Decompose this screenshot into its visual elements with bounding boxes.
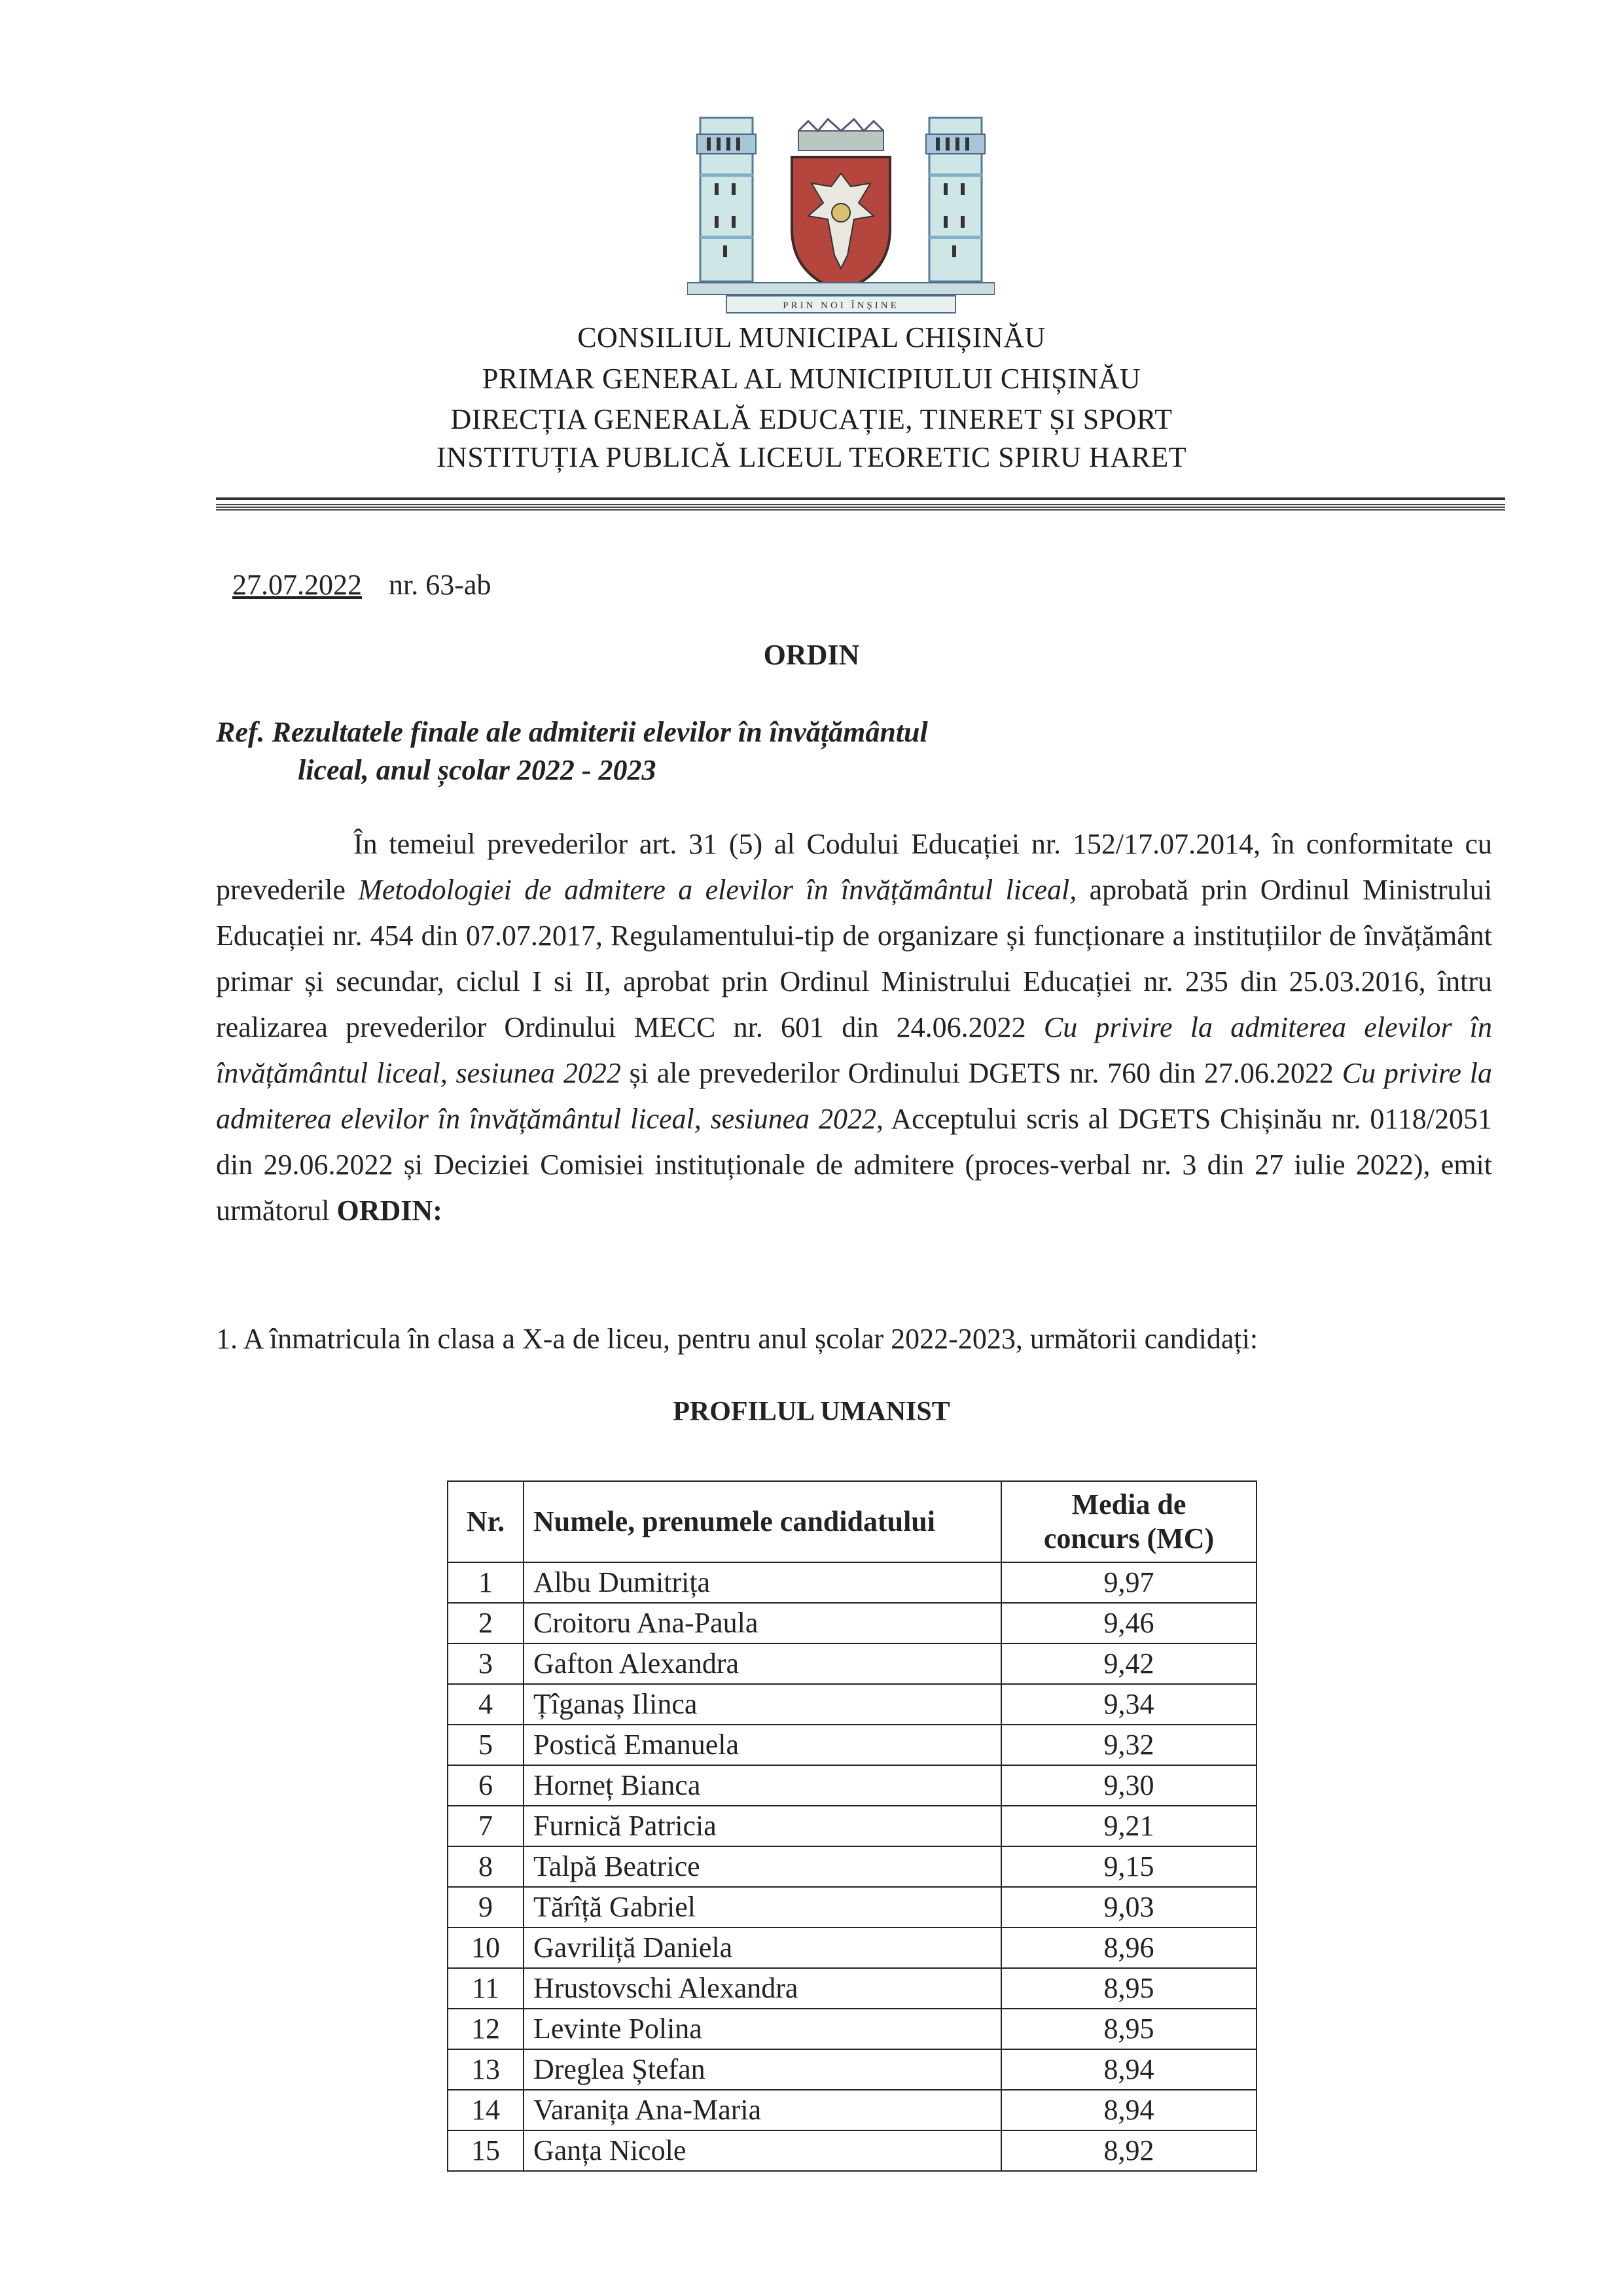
header-media-line-1: Media de <box>1071 1488 1186 1520</box>
cell-media: 8,95 <box>1001 2009 1257 2049</box>
cell-media: 9,34 <box>1001 1684 1257 1725</box>
table-row <box>448 1846 1257 1887</box>
profile-title: PROFILUL UMANIST <box>673 1397 950 1427</box>
cell-name: Levinte Polina <box>524 2009 1001 2049</box>
cell-media: 8,94 <box>1001 2049 1257 2090</box>
cell-name: Ganța Nicole <box>524 2130 1001 2171</box>
document-date: 27.07.2022 <box>232 569 362 601</box>
table-row <box>448 1562 1257 1603</box>
cell-media: 8,95 <box>1001 1968 1257 2009</box>
header-name: Numele, prenumele candidatului <box>524 1481 1001 1562</box>
cell-media: 9,21 <box>1001 1806 1257 1846</box>
table-row <box>448 1887 1257 1928</box>
header-line-1: CONSILIUL MUNICIPAL CHIȘINĂU <box>577 321 1046 353</box>
cell-name: Croitoru Ana-Paula <box>524 1603 1001 1643</box>
document-date-number <box>232 568 491 601</box>
header-line-2: PRIMAR GENERAL AL MUNICIPIULUI CHIȘINĂU <box>482 363 1141 395</box>
emblem-motto: PRIN NOI ÎNȘINE <box>783 300 899 311</box>
cell-nr: 6 <box>448 1765 524 1806</box>
table-row <box>448 1725 1257 1765</box>
table-row <box>448 1643 1257 1684</box>
cell-media: 8,94 <box>1001 2090 1257 2130</box>
cell-nr: 15 <box>448 2130 524 2171</box>
ref-label: Ref. <box>216 716 265 748</box>
cell-nr: 14 <box>448 2090 524 2130</box>
cell-nr: 2 <box>448 1603 524 1643</box>
header-line-4: INSTITUȚIA PUBLICĂ LICEUL TEORETIC SPIRU HARET <box>436 441 1187 473</box>
cell-name: Albu Dumitrița <box>524 1562 1001 1603</box>
cell-media: 9,32 <box>1001 1725 1257 1765</box>
header-line-3: DIRECȚIA GENERALĂ EDUCAȚIE, TINERET ȘI SPORT <box>450 403 1173 435</box>
cell-name: Dreglea Ștefan <box>524 2049 1001 2090</box>
body-text-2: aprobată prin Ordinul Ministrului Educației nr. 454 din 07.07.2017, Regulamentului-tip de organizare și funcționare a instituțiilor de învățământ primar și secundar, ciclul I si II, aprobat prin Ordinul Ministrului Educației nr. 235 din 25.03.2016, întru realizarea prevederilor Ordinului MECC nr. 601 din 24.06.2022 <box>216 874 1492 1043</box>
table-row <box>448 1806 1257 1846</box>
ref-line-2: liceal, anul școlar 2022 - 2023 <box>298 754 656 786</box>
cell-name: Țîganaș Ilinca <box>524 1684 1001 1725</box>
cell-media: 9,46 <box>1001 1603 1257 1643</box>
cell-nr: 8 <box>448 1846 524 1887</box>
table-row <box>448 1765 1257 1806</box>
document-number: nr. 63-ab <box>389 569 491 601</box>
body-paragraph <box>216 821 1492 1234</box>
cell-nr: 9 <box>448 1887 524 1928</box>
cell-name: Gafton Alexandra <box>524 1643 1001 1684</box>
cell-media: 9,97 <box>1001 1562 1257 1603</box>
header-rule-double <box>216 504 1505 511</box>
cell-name: Horneț Bianca <box>524 1765 1001 1806</box>
cell-nr: 1 <box>448 1562 524 1603</box>
table-row <box>448 1968 1257 2009</box>
header-media-line-2: concurs (MC) <box>1043 1522 1215 1554</box>
ref-line-1: Rezultatele finale ale admiterii elevilor în învățământul <box>264 716 928 748</box>
table-row <box>448 2009 1257 2049</box>
table-row <box>448 1928 1257 1968</box>
body-italic-2: Cu privire la admiterea elevilor în învățământul liceal, sesiunea 2022 <box>216 1011 1493 1089</box>
city-emblem-logo <box>687 111 995 321</box>
cell-nr: 11 <box>448 1968 524 2009</box>
cell-nr: 5 <box>448 1725 524 1765</box>
cell-media: 9,30 <box>1001 1765 1257 1806</box>
cell-media: 8,96 <box>1001 1928 1257 1968</box>
cell-nr: 13 <box>448 2049 524 2090</box>
body-text-3: și ale prevederilor Ordinului DGETS nr. 760 din 27.06.2022 <box>620 1057 1342 1089</box>
header-rule-thick <box>216 497 1505 500</box>
body-text-1: În temeiul prevederilor art. 31 (5) al Codului Educației nr. 152/17.07.2014, în conformitate cu prevederile <box>216 828 1492 906</box>
body-italic-1: Metodologiei de admitere a elevilor în învățământul liceal, <box>358 874 1077 906</box>
table-row <box>448 1603 1257 1643</box>
cell-name: Furnică Patricia <box>524 1806 1001 1846</box>
cell-name: Talpă Beatrice <box>524 1846 1001 1887</box>
header-nr: Nr. <box>448 1481 524 1562</box>
table-row <box>448 2130 1257 2171</box>
table-row <box>448 1684 1257 1725</box>
reference-subject <box>216 713 928 789</box>
cell-nr: 12 <box>448 2009 524 2049</box>
cell-nr: 10 <box>448 1928 524 1968</box>
cell-nr: 3 <box>448 1643 524 1684</box>
cell-name: Varanița Ana-Maria <box>524 2090 1001 2130</box>
cell-name: Postică Emanuela <box>524 1725 1001 1765</box>
cell-media: 9,42 <box>1001 1643 1257 1684</box>
table-header-row <box>448 1481 1257 1562</box>
body-text-4: , Acceptului scris al DGETS Chișinău nr. 0118/2051 din 29.06.2022 și Deciziei Comisiei instituționale de admitere (proces-verbal nr. 3 din 27 iulie 2022), emit următorul <box>216 1103 1492 1227</box>
cell-media: 9,15 <box>1001 1846 1257 1887</box>
table-row <box>448 2049 1257 2090</box>
cell-media: 9,03 <box>1001 1887 1257 1928</box>
cell-name: Gavriliță Daniela <box>524 1928 1001 1968</box>
document-title: ORDIN <box>763 639 860 671</box>
cell-nr: 4 <box>448 1684 524 1725</box>
cell-name: Tărîță Gabriel <box>524 1887 1001 1928</box>
cell-name: Hrustovschi Alexandra <box>524 1968 1001 2009</box>
cell-nr: 7 <box>448 1806 524 1846</box>
body-bold-ordin: ORDIN: <box>336 1194 442 1227</box>
body-italic-3: Cu privire la admiterea elevilor în învățământul liceal, sesiunea 2022 <box>216 1057 1492 1135</box>
header-media <box>1001 1481 1257 1562</box>
table-row <box>448 2090 1257 2130</box>
candidates-table <box>447 1480 1257 2172</box>
point-1-text: 1. A înmatricula în clasa a X-a de liceu, pentru anul școlar 2022-2023, următorii candidați: <box>216 1323 1258 1355</box>
cell-media: 8,92 <box>1001 2130 1257 2171</box>
